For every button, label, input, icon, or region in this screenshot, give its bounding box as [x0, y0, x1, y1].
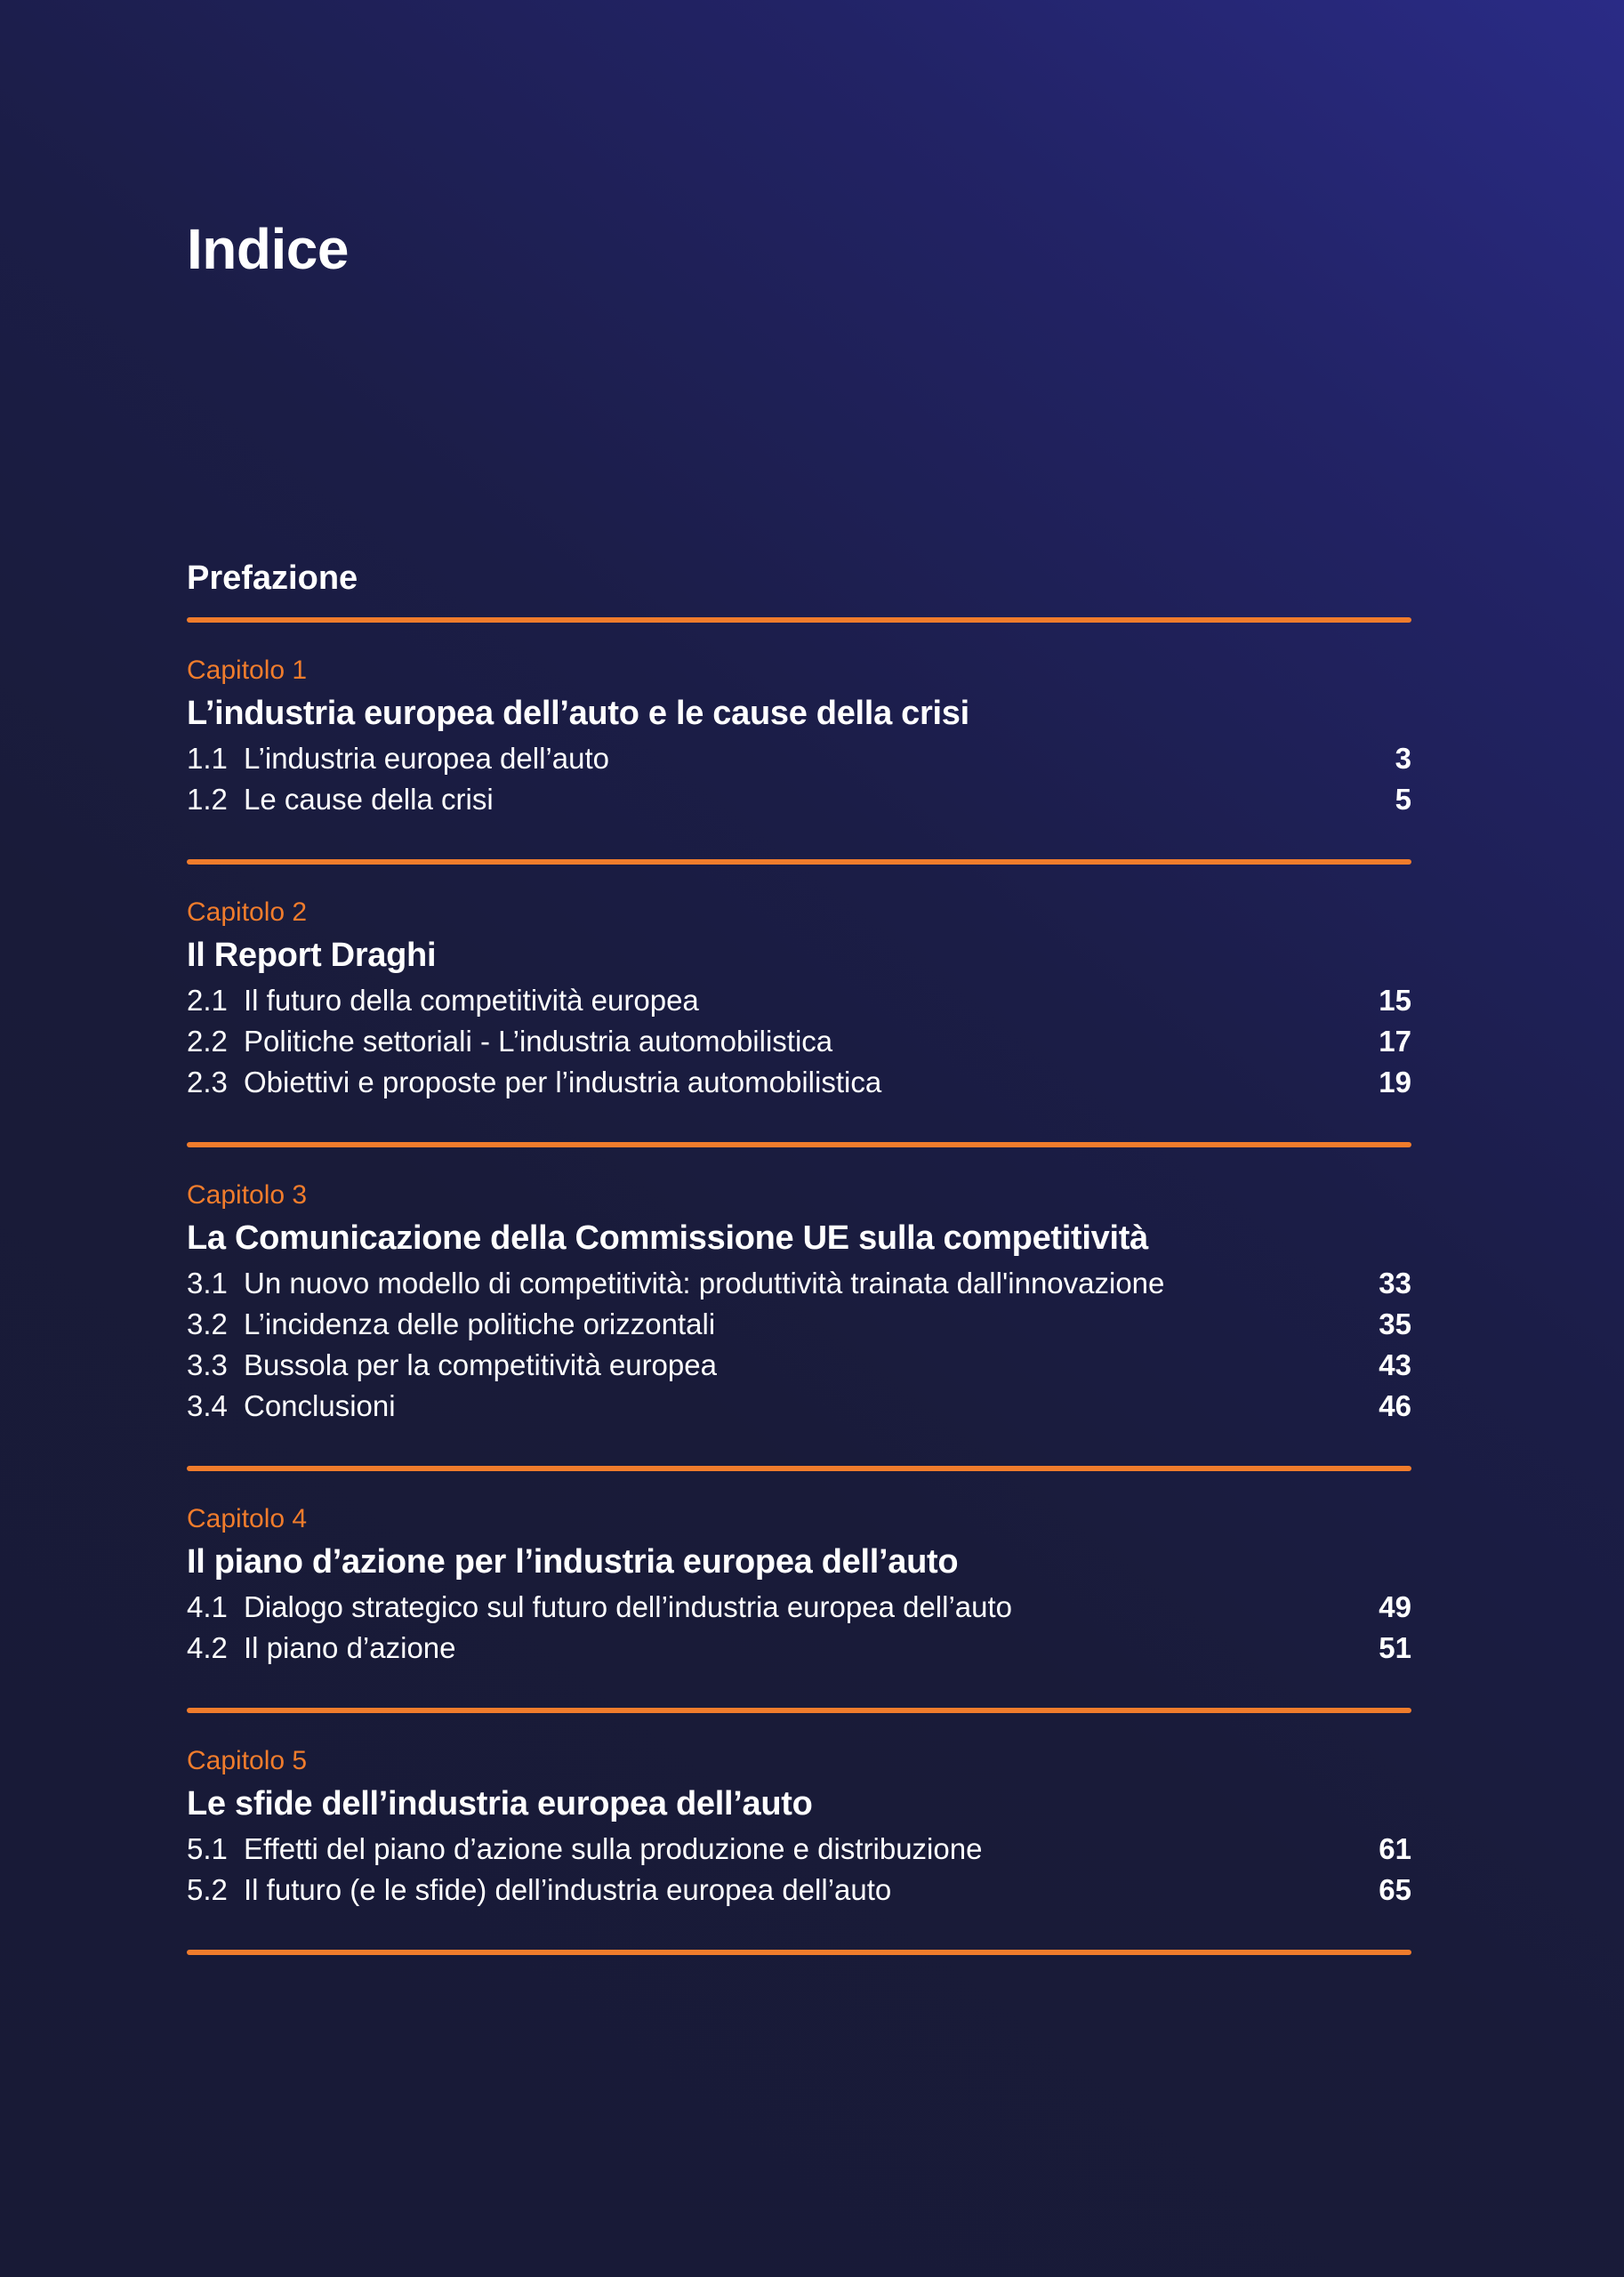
entry-page-number: 5	[1395, 783, 1411, 816]
entry-title: Politiche settoriali - L’industria automobilistica	[244, 1025, 833, 1058]
chapter-list	[187, 623, 1411, 1955]
entry-title: L’incidenza delle politiche orizzontali	[244, 1307, 716, 1340]
entry-number: 5.2	[187, 1873, 228, 1906]
section-divider	[187, 1950, 1411, 1955]
toc-entry[interactable]	[187, 1829, 1411, 1870]
entry-number: 1.1	[187, 742, 228, 775]
entry-title: Conclusioni	[244, 1389, 396, 1422]
entry-title: Il futuro della competitività europea	[244, 984, 699, 1017]
entry-number: 3.2	[187, 1307, 228, 1340]
chapter-label: Capitolo 4	[187, 1504, 308, 1533]
page-title: Indice	[187, 217, 349, 281]
entry-page-number: 65	[1379, 1873, 1411, 1906]
entry-page-number: 46	[1379, 1389, 1411, 1422]
toc-entry[interactable]	[187, 1587, 1411, 1628]
entry-page-number: 19	[1379, 1066, 1411, 1098]
chapter-section	[187, 865, 1411, 1142]
toc-entry[interactable]	[187, 1345, 1411, 1386]
chapter-section	[187, 1147, 1411, 1466]
entry-page-number: 49	[1379, 1590, 1411, 1623]
chapter-section	[187, 623, 1411, 859]
table-of-contents	[187, 555, 1411, 1955]
entry-number: 5.1	[187, 1832, 228, 1865]
entry-page-number: 43	[1379, 1348, 1411, 1381]
toc-entry[interactable]	[187, 1304, 1411, 1345]
entry-number: 3.1	[187, 1267, 228, 1299]
chapter-label: Capitolo 3	[187, 1180, 308, 1210]
entry-title: Dialogo strategico sul futuro dell’industria europea dell’auto	[244, 1590, 1013, 1623]
entry-page-number: 15	[1379, 984, 1411, 1017]
toc-entry[interactable]	[187, 1870, 1411, 1911]
entry-title: L’industria europea dell’auto	[244, 742, 609, 775]
entry-number: 2.3	[187, 1066, 228, 1098]
entry-number: 2.1	[187, 984, 228, 1017]
entry-number: 3.4	[187, 1389, 228, 1422]
entry-page-number: 35	[1379, 1307, 1411, 1340]
entry-page-number: 61	[1379, 1832, 1411, 1865]
toc-entry[interactable]	[187, 1628, 1411, 1669]
entry-page-number: 17	[1379, 1025, 1411, 1058]
toc-entry[interactable]	[187, 1062, 1411, 1103]
entry-title: Le cause della crisi	[244, 783, 494, 816]
entry-number: 3.3	[187, 1348, 228, 1381]
toc-entry[interactable]	[187, 779, 1411, 820]
chapter-title[interactable]: La Comunicazione della Commissione UE sulla competitività	[187, 1219, 1148, 1257]
entry-number: 4.1	[187, 1590, 228, 1623]
chapter-label: Capitolo 1	[187, 656, 308, 685]
entry-number: 2.2	[187, 1025, 228, 1058]
chapter-label: Capitolo 2	[187, 897, 308, 927]
toc-entry[interactable]	[187, 1386, 1411, 1427]
chapter-section	[187, 1713, 1411, 1950]
entry-title: Obiettivi e proposte per l’industria automobilistica	[244, 1066, 882, 1098]
chapter-label: Capitolo 5	[187, 1746, 308, 1775]
entry-number: 1.2	[187, 783, 228, 816]
chapter-title[interactable]: Il Report Draghi	[187, 937, 437, 974]
toc-entry[interactable]	[187, 1021, 1411, 1062]
chapter-section	[187, 1471, 1411, 1708]
entry-number: 4.2	[187, 1631, 228, 1664]
entry-title: Effetti del piano d’azione sulla produzione e distribuzione	[244, 1832, 983, 1865]
entry-title: Un nuovo modello di competitività: produttività trainata dall'innovazione	[244, 1267, 1165, 1299]
toc-entry[interactable]	[187, 738, 1411, 779]
chapter-title[interactable]: Le sfide dell’industria europea dell’auto	[187, 1785, 813, 1822]
toc-entry[interactable]	[187, 1263, 1411, 1304]
chapter-title[interactable]: Il piano d’azione per l’industria europea dell’auto	[187, 1543, 959, 1581]
toc-entry[interactable]	[187, 980, 1411, 1021]
entry-page-number: 3	[1395, 742, 1411, 775]
entry-title: Il futuro (e le sfide) dell’industria europea dell’auto	[244, 1873, 892, 1906]
entry-page-number: 33	[1379, 1267, 1411, 1299]
entry-page-number: 51	[1379, 1631, 1411, 1664]
toc-preface[interactable]: Prefazione	[187, 559, 358, 597]
entry-title: Bussola per la competitività europea	[244, 1348, 717, 1381]
chapter-title[interactable]: L’industria europea dell’auto e le cause della crisi	[187, 695, 969, 732]
entry-title: Il piano d’azione	[244, 1631, 456, 1664]
